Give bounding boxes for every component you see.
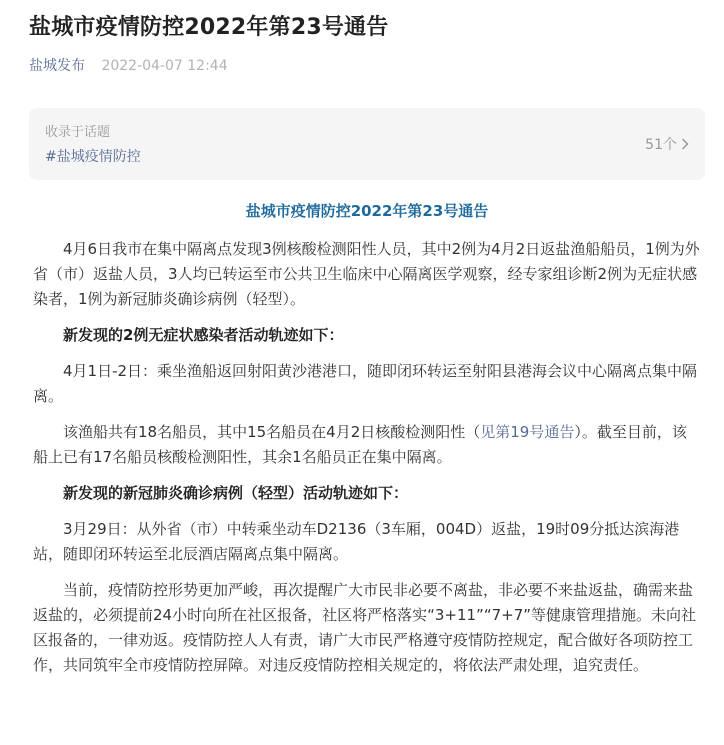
paragraph-asymptomatic-trace: 4月1日-2日：乘坐渔船返回射阳黄沙港港口，随即闭环转运至射阳县港海会议中心隔离点集中隔离。 [33, 362, 698, 405]
content-heading: 盐城市疫情防控2022年第23号通告 [245, 202, 489, 220]
topic-card[interactable] [29, 108, 705, 180]
topic-tag-link[interactable]: #盐城疫情防控 [45, 149, 141, 165]
publish-date: 2022-04-07 12:44 [101, 58, 228, 74]
paragraph-reminder: 当前，疫情防控形势更加严峻，再次提醒广大市民非必要不离盐，非必要不来盐返盐，确需来盐返盐的，必须提前24小时向所在社区报备，社区将严格落实“3+11”“7+7”等健康管理措施。未向社区报备的，一律劝返。疫情防控人人有责，请广大市民严格遵守疫情防控规定，配合做好各项防控工作，共同筑牢全市疫情防控屏障。对违反疫情防控相关规定的，将依法严肃处理，追究责任。 [33, 581, 697, 674]
ship-crew-text-a: 该渔船共有18名船员，其中15名船员在4月2日核酸检测阳性（ [63, 423, 481, 441]
ship-crew-text-b: ）。截至目前，该船上已有17名船员核酸检测阳性，其余1名船员正在集中隔离。 [33, 423, 687, 466]
article-content [33, 200, 701, 689]
topic-label: 收录于话题 [45, 125, 111, 140]
chevron-right-icon [681, 138, 689, 150]
article-title: 盐城市疫情防控2022年第23号通告 [29, 15, 389, 40]
paragraph-confirmed-trace: 3月29日：从外省（市）中转乘坐动车D2136（3车厢，004D）返盐，19时09分抵达滨海港站，随即闭环转运至北辰酒店隔离点集中隔离。 [33, 520, 680, 563]
section-heading-confirmed: 新发现的新冠肺炎确诊病例（轻型）活动轨迹如下： [63, 484, 409, 502]
account-name-link[interactable]: 盐城发布 [29, 58, 85, 74]
paragraph-ship-crew [33, 420, 701, 470]
topic-count[interactable] [645, 134, 689, 154]
section-heading-asymptomatic: 新发现的2例无症状感染者活动轨迹如下： [63, 326, 344, 344]
article-meta [29, 55, 228, 75]
notice-19-link[interactable]: 见第19号通告 [480, 423, 575, 441]
topic-count-text: 51个 [645, 137, 677, 153]
paragraph-intro: 4月6日我市在集中隔离点发现3例核酸检测阳性人员，其中2例为4月2日返盐渔船船员，1例为外省（市）返盐人员，3人均已转运至市公共卫生临床中心隔离医学观察，经专家组诊断2例为无症状感染者，1例为新冠肺炎确诊病例（轻型）。 [33, 240, 700, 308]
